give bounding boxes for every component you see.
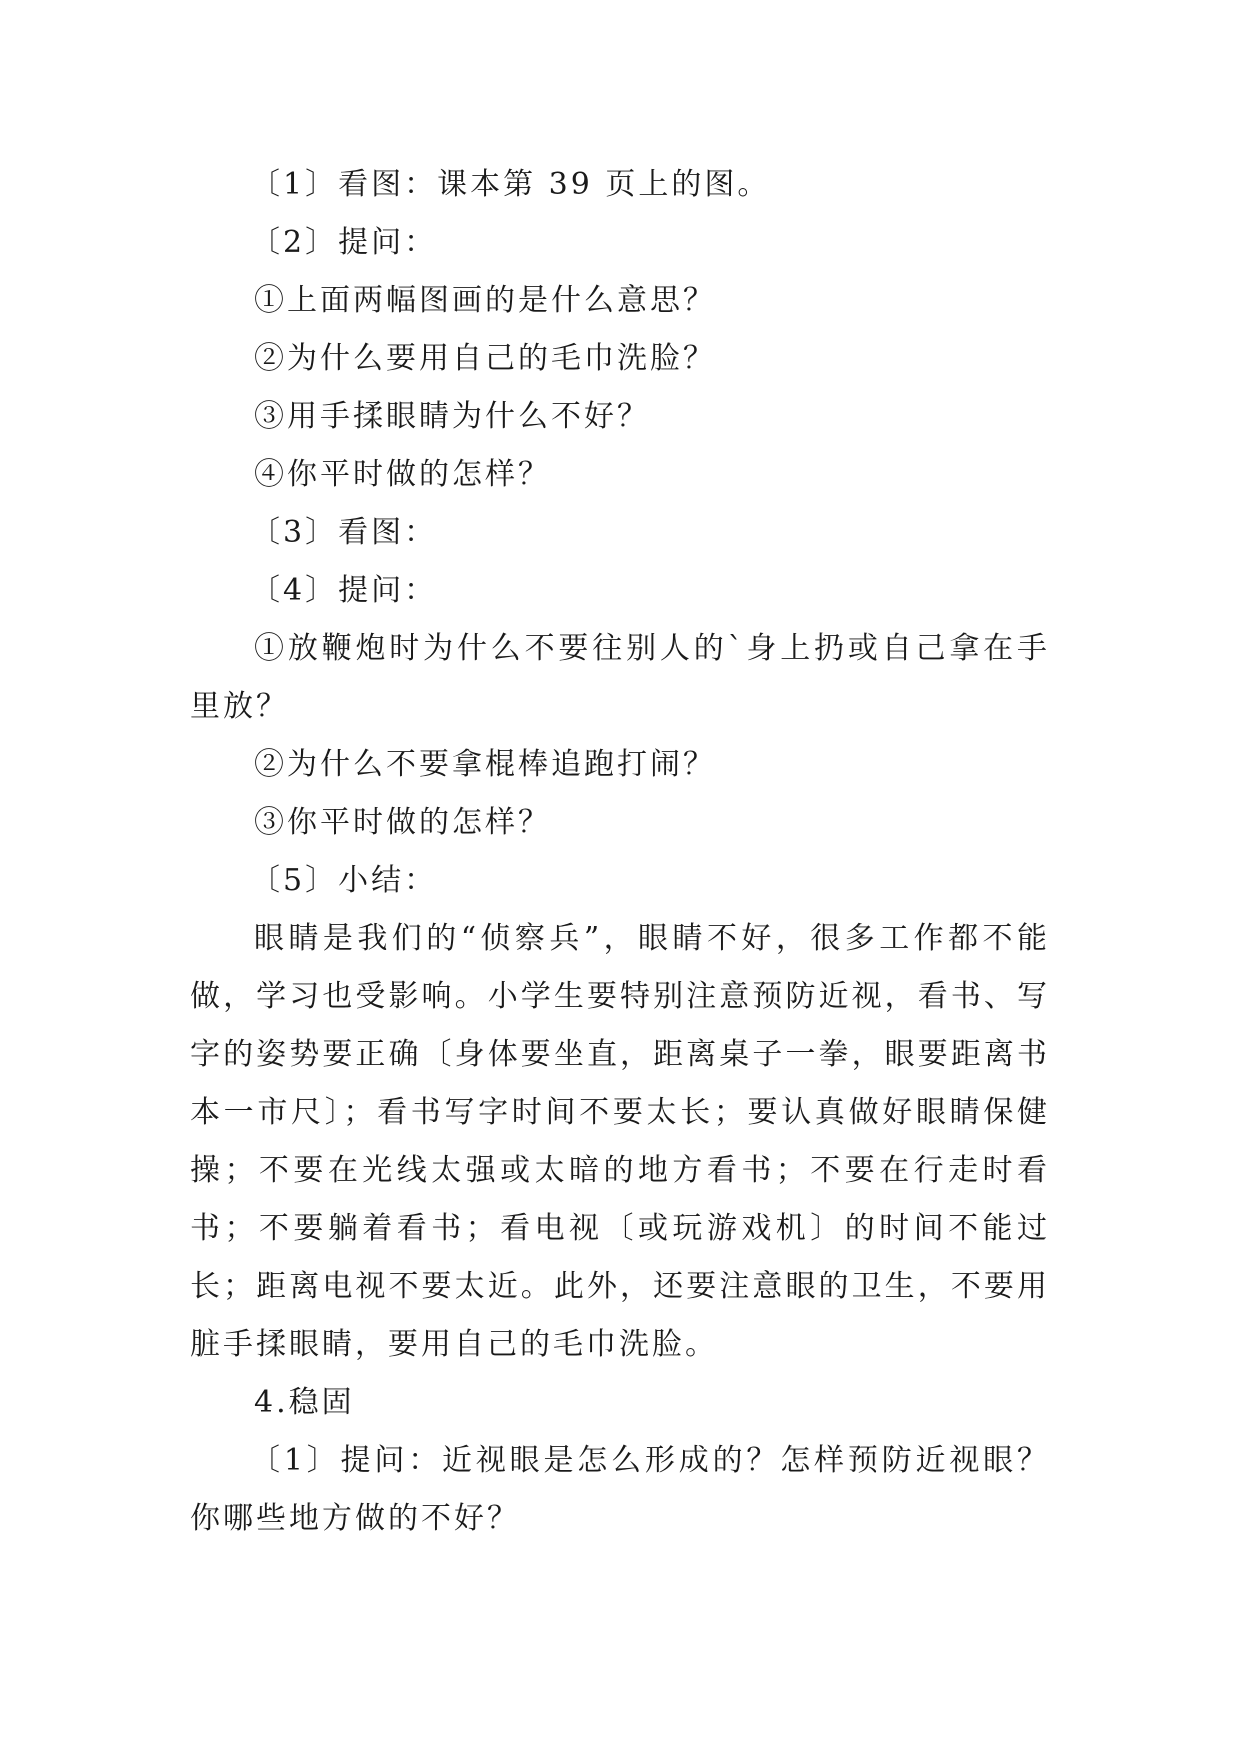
document-body [190,156,1050,1548]
firecracker-question: ①放鞭炮时为什么不要往别人的`身上扔或自己拿在手里放？ [190,631,1050,724]
habit-question: ③你平时做的怎样？ [254,805,551,840]
question-4: ④你平时做的怎样？ [254,457,551,492]
step-1-view-picture: 〔1〕看图：课本第 39 页上的图。 [250,167,771,202]
step-2-questions: 〔2〕提问： [250,225,438,260]
question-3: ③用手揉眼睛为什么不好？ [254,399,650,434]
step-3-view-picture: 〔3〕看图： [250,515,438,550]
summary-paragraph: 眼睛是我们的“侦察兵”，眼睛不好，很多工作都不能做，学习也受影响。小学生要特别注意预防近视，看书、写字的姿势要正确〔身体要坐直，距离桌子一拳，眼要距离书本一市尺〕；看书写字时间不要太长；要认真做好眼睛保健操；不要在光线太强或太暗的地方看书；不要在行走时看书；不要躺着看书；看电视〔或玩游戏机〕的时间不能过长；距离电视不要太近。此外，还要注意眼的卫生，不要用脏手揉眼睛，要用自己的毛巾洗脸。 [190,921,1050,1362]
review-question: 〔1〕提问：近视眼是怎么形成的？怎样预防近视眼？你哪些地方做的不好？ [190,1443,1050,1536]
step-4-questions: 〔4〕提问： [250,573,438,608]
question-2: ②为什么要用自己的毛巾洗脸？ [254,341,716,376]
step-5-summary: 〔5〕小结： [250,863,438,898]
question-1: ①上面两幅图画的是什么意思？ [254,283,716,318]
stick-question: ②为什么不要拿棍棒追跑打闹？ [254,747,716,782]
section-4-heading: 4.稳固 [254,1385,355,1420]
